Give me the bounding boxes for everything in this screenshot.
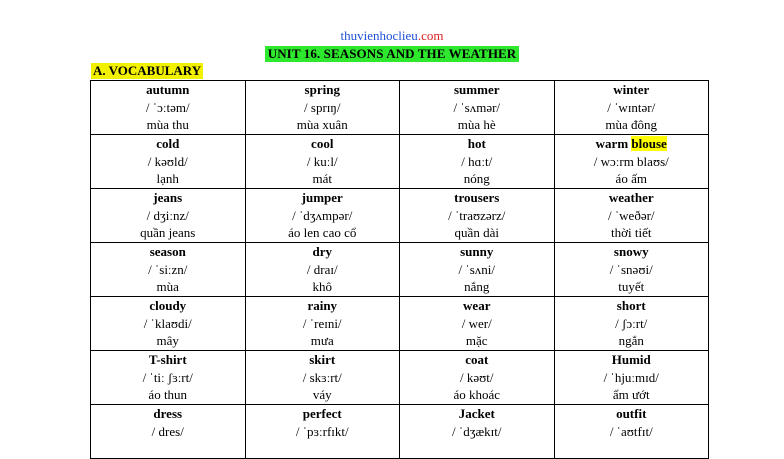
table-row	[91, 81, 709, 135]
vocab-phonetic: / ˈsʌni/	[458, 261, 495, 277]
vocab-word	[400, 81, 554, 99]
vocab-phonetic: / kəʊld/	[147, 153, 188, 169]
vocab-phonetic: / kuːl/	[306, 153, 338, 169]
vocab-meaning: áo len cao cổ	[288, 225, 357, 240]
vocab-cell	[245, 135, 400, 189]
vocab-phonetic: / ˈɔːtəm/	[145, 99, 190, 115]
vocab-meaning: mùa	[156, 279, 179, 294]
vocab-phonetic: / dʒiːnz/	[146, 207, 189, 223]
vocab-cell	[245, 243, 400, 297]
vocab-cell	[245, 351, 400, 405]
vocab-phonetic: / wer/	[461, 315, 492, 331]
vocab-word	[555, 81, 709, 99]
vocab-word	[400, 297, 554, 315]
vocab-word	[555, 135, 709, 153]
vocab-word	[400, 135, 554, 153]
vocab-word-text: season	[149, 244, 186, 259]
vocab-meaning: mùa thu	[146, 117, 189, 132]
vocab-word-text: cloudy	[149, 298, 187, 313]
vocab-meaning: áo thun	[148, 387, 188, 402]
vocab-word	[91, 243, 245, 261]
vocab-word	[246, 81, 400, 99]
vocab-meaning: váy	[312, 387, 332, 402]
vocab-word-text: coat	[465, 352, 489, 367]
table-row	[91, 405, 709, 459]
vocab-meaning: mùa xuân	[296, 117, 348, 132]
vocab-phonetic: / ˈhjuːmɪd/	[603, 369, 659, 385]
vocab-phonetic: / ˈklaʊdi/	[143, 315, 192, 331]
vocab-cell	[245, 405, 400, 459]
vocab-word	[246, 351, 400, 369]
vocab-word	[91, 189, 245, 207]
vocab-meaning: mùa đông	[605, 117, 658, 132]
vocab-phonetic: / ˈweðər/	[607, 207, 655, 223]
vocab-word-text: dry	[312, 244, 332, 259]
vocab-cell	[400, 189, 555, 243]
vocab-word-text: jumper	[301, 190, 343, 205]
vocab-word-text: Humid	[611, 352, 651, 367]
vocab-meaning: quần dài	[454, 225, 499, 240]
vocab-cell	[91, 189, 246, 243]
unit-title: UNIT 16. SEASONS AND THE WEATHER	[265, 46, 520, 62]
vocab-cell	[245, 297, 400, 351]
vocab-word-text: T-shirt	[148, 352, 187, 367]
vocab-phonetic: / sprɪŋ/	[304, 99, 341, 115]
vocab-phonetic: / wɔːrm blaʊs/	[593, 153, 669, 169]
vocab-word	[555, 297, 709, 315]
vocab-meaning: quần jeans	[140, 225, 196, 240]
vocab-word	[91, 135, 245, 153]
vocabulary-table	[90, 80, 709, 459]
vocab-cell	[91, 351, 246, 405]
vocab-cell	[400, 351, 555, 405]
section-title: A. VOCABULARY	[93, 63, 202, 78]
vocab-phonetic: / ʃɔːrt/	[615, 315, 648, 331]
table-row	[91, 297, 709, 351]
vocab-word	[555, 243, 709, 261]
vocab-cell	[554, 81, 709, 135]
vocab-meaning: áo ấm	[615, 171, 647, 186]
vocab-word-text: skirt	[309, 352, 336, 367]
vocab-word-text: outfit	[616, 406, 647, 421]
vocab-meaning: mùa hè	[457, 117, 496, 132]
vocab-word	[91, 297, 245, 315]
site-domain: .com	[417, 28, 444, 43]
vocab-word	[246, 297, 400, 315]
vocab-phonetic: / ˈwɪntər/	[607, 99, 656, 115]
vocab-cell	[554, 189, 709, 243]
vocab-phonetic: / ˈsiːzn/	[148, 261, 188, 277]
vocab-word-text: perfect	[302, 406, 342, 421]
vocab-cell	[400, 297, 555, 351]
vocab-word-text: winter	[613, 82, 650, 97]
site-watermark	[0, 28, 784, 43]
vocab-word-text: jeans	[153, 190, 183, 205]
vocab-word	[555, 405, 709, 423]
vocab-cell	[245, 81, 400, 135]
vocab-word-text: sunny	[460, 244, 494, 259]
vocab-word-text: hot	[467, 136, 486, 151]
vocab-word-text: autumn	[146, 82, 190, 97]
vocab-meaning: mưa	[310, 333, 334, 348]
vocab-word	[91, 405, 245, 423]
vocab-cell	[91, 405, 246, 459]
vocab-phonetic: / skɜːrt/	[302, 369, 342, 385]
vocab-word	[400, 189, 554, 207]
vocab-meaning: ngắn	[618, 333, 644, 348]
vocab-phonetic: / kəʊt/	[460, 369, 494, 385]
vocab-phonetic: / ˈpɜːrfɪkt/	[295, 423, 349, 439]
vocab-meaning: thời tiết	[611, 225, 652, 240]
vocab-phonetic: / ˈdʒʌmpər/	[292, 207, 353, 223]
table-row	[91, 189, 709, 243]
vocab-meaning: lạnh	[156, 171, 179, 186]
vocab-phonetic: / ˈtraʊzərz/	[448, 207, 506, 223]
vocab-cell	[554, 351, 709, 405]
vocab-phonetic: / hɑːt/	[461, 153, 493, 169]
site-name: thuvienhoclieu	[340, 28, 418, 43]
vocab-phonetic: / dres/	[151, 423, 184, 439]
vocab-phonetic: / ˈdʒækɪt/	[452, 423, 502, 439]
vocab-meaning: nóng	[463, 171, 490, 186]
vocab-word	[246, 405, 400, 423]
vocab-phonetic: / ˈsnəʊi/	[609, 261, 653, 277]
vocab-word	[246, 243, 400, 261]
vocab-cell	[400, 243, 555, 297]
vocab-word-text: weather	[608, 190, 654, 205]
vocab-cell	[554, 405, 709, 459]
vocab-cell	[245, 189, 400, 243]
vocab-word-text: spring	[304, 82, 340, 97]
vocab-word	[400, 405, 554, 423]
vocab-word-text: cold	[156, 136, 180, 151]
vocab-word	[91, 351, 245, 369]
vocab-word	[246, 135, 400, 153]
vocab-word-text: rainy	[307, 298, 338, 313]
vocab-word-highlight: blouse	[631, 136, 667, 151]
vocab-word-text: wear	[463, 298, 491, 313]
vocab-cell	[91, 81, 246, 135]
vocab-cell	[91, 243, 246, 297]
vocab-word-text: Jacket	[458, 406, 495, 421]
vocab-phonetic: / ˈtiː ʃɜːrt/	[142, 369, 193, 385]
vocab-word-text: trousers	[454, 190, 500, 205]
vocab-phonetic: / draɪ/	[306, 261, 338, 277]
vocab-word-text: summer	[454, 82, 500, 97]
vocab-cell	[400, 405, 555, 459]
vocab-word-text: warm	[595, 136, 632, 151]
vocab-word	[246, 189, 400, 207]
vocab-phonetic: / ˈreɪni/	[302, 315, 342, 331]
vocab-word-text: snowy	[613, 244, 649, 259]
vocab-meaning: nắng	[464, 279, 490, 294]
vocab-word	[555, 351, 709, 369]
vocab-cell	[91, 297, 246, 351]
vocab-phonetic: / ˈaʊtfɪt/	[609, 423, 653, 439]
vocab-word	[91, 81, 245, 99]
vocab-word-text: cool	[311, 136, 334, 151]
vocab-cell	[554, 297, 709, 351]
vocab-meaning: mây	[156, 333, 179, 348]
vocab-phonetic: / ˈsʌmər/	[453, 99, 501, 115]
vocab-word-text: short	[616, 298, 646, 313]
vocab-word	[555, 189, 709, 207]
vocab-cell	[400, 135, 555, 189]
vocab-meaning: ẩm ướt	[612, 387, 650, 402]
vocab-meaning: mặc	[465, 333, 488, 348]
table-row	[91, 243, 709, 297]
vocab-cell	[91, 135, 246, 189]
vocab-meaning: mát	[312, 171, 332, 186]
table-row	[91, 351, 709, 405]
vocab-word	[400, 351, 554, 369]
vocab-meaning: tuyết	[618, 279, 645, 294]
vocab-meaning: áo khoác	[453, 387, 501, 402]
vocab-cell	[554, 243, 709, 297]
vocab-word-text: dress	[153, 406, 183, 421]
vocab-meaning: khô	[312, 279, 332, 294]
vocab-word	[400, 243, 554, 261]
vocab-cell	[400, 81, 555, 135]
vocab-cell	[554, 135, 709, 189]
table-row	[91, 135, 709, 189]
